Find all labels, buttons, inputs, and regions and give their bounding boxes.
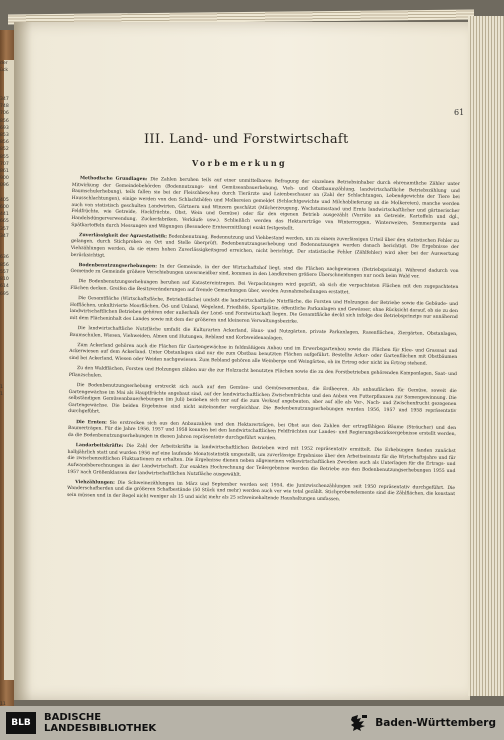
previous-page-margin-entry: 1 — [0, 385, 3, 391]
page-number: 61 — [454, 108, 465, 117]
state-branding[interactable] — [349, 713, 496, 733]
previous-page-margin-entry — [0, 593, 14, 600]
previous-page-margin-entry: 614 — [0, 284, 9, 290]
paragraph-text: Die Zahlen beruhen teils auf einer unmittelbaren Befragung der einzelnen Betriebsinhaber durch ehrenamtliche Zähler unter Mitwirkung der Gemeindebehörden (Bodennutzungs- und Gemüseanbauerhebung, Vieh- und Obstbaumzählung, landwirtschaftliche Betriebszählung und Baumschulerhebung), teils fallen sie bei der Fleischbeschau durch Tierärzte und Laienbeschauer an (Zahl der Schlachtungen, Lebendgewichte der Tiere bei Hausschlachtungen), einige werden von den Schlachthöfen und Molkereien gemeldet (Schlachtgewichte und Milchablieferung an die Molkereien), manche werden auch von statistisch geschulten Landwirten, Gärtnern und Winzern geschätzt (Milcherzeugung, Wachstumsstand und Ernte landwirtschaftlicher und gärtnerischer Feldfrüchte, wie Getreide, Hackfrüchte, Obst, Wein und Gemüse) oder für den eigenen Betrieb ausgezählt (Vorräte an Getreide, Kartoffeln und dgl., Handelsdüngerverwendung, Zuckerfabriken, Verkäufe usw.). Schließlich werden das Hektarerträge von Winterroggen, Winterweizen, Sommergerste und Spätkartoffeln durch Messungen und Wägungen (Besondere Ernteermittlung) exakt festgestellt. — [71, 177, 460, 232]
previous-page-margin-entry — [0, 74, 14, 81]
previous-page-margin-entry: 347 — [0, 97, 9, 103]
previous-page-margin-entry — [0, 420, 14, 427]
paragraph — [68, 419, 456, 445]
section-title: Vorbemerkung — [192, 158, 288, 168]
paragraph-text: Die Gesamtfläche (Wirtschaftsfläche, Betriebsfläche) umfaßt die landwirtschaftliche Nutzfläche, die Forsten und Holzungen der Betriebe sowie die Gebäude- und Hofflächen, unkultivierte Moorflächen, Öd- und Unland, Wegeland, Friedhöfe, Sportplätze, öffentliche Parkanlagen und Gewässer, ohne Rücksicht darauf, ob sie zu den landwirtschaftlichen Betrieben gehören oder außerhalb der Land- und Forstwirtschaft liegen. Die Gesamtfläche deckt sich infolge des Betriebsprinzips nur annähernd mit dem Flächeninhalt des Landes sowie mit dem der größeren und kleineren Verwaltungsbezirke. — [69, 296, 459, 325]
previous-page-margin-entry: 695 — [0, 291, 9, 297]
previous-page-margin-entry: 900 — [0, 176, 9, 182]
previous-page-margin-entry — [0, 456, 14, 463]
previous-page-margin-entry — [0, 600, 14, 607]
book-page — [14, 22, 470, 700]
previous-page-margin-entry — [0, 355, 14, 362]
previous-page-margin-entry — [0, 492, 14, 499]
previous-page-margin-entry — [0, 643, 14, 650]
previous-page-margin-entry — [0, 521, 14, 528]
previous-page-margin-entry: 600 — [0, 205, 9, 211]
paragraph — [67, 480, 455, 506]
previous-page-margin-entry: 853 — [0, 133, 9, 139]
previous-page-margin-entry — [0, 507, 14, 514]
paragraph-text: Zu den Waldflächen, Forsten und Holzungen zählen nur die zur Holzzucht benutzten Flächen sowie die zu den Forstbetrieben gehörenden Kampanlagen, Saat- und Pflanzschulen. — [68, 366, 457, 379]
previous-page-margin-entry — [0, 427, 14, 434]
previous-page-margin-entry — [0, 672, 14, 679]
paragraph — [67, 443, 455, 482]
previous-page-margin-entry — [0, 82, 14, 89]
paragraph-text: Die Zahl der Arbeitskräfte in landwirtschaftlichen Betrieben wird mit 1952 repräsentativ ermittelt. Die Erhebungen fanden zunächst halbjährlich statt und wurden 1956 auf eine laufende Monatsstatistik umgestellt, um zuverlässige Ergebnisse über den Arbeitseinsatz für die Wirtschaftsjahre und für die zwischenzeitlichen Fluktuationen zu erhalten. Die Ergebnisse dienen neben allgemeinen volkswirtschaftlichen Zwecken auch als Unterlagen für die Ertrags- und Aufwandsberechnungen in der Landwirtschaft. Zur exakten Hochrechnung der Teilergebnisse werden die Betriebe aus den Bodenbenutzungserhebungen 1955 und 1957 nach Größenklassen der landwirtschaftlichen Nutzfläche ausgewählt. — [67, 443, 456, 478]
previous-page-margin-entry — [0, 305, 14, 312]
previous-page-margin-entry — [0, 341, 14, 348]
paragraph — [70, 279, 458, 298]
previous-page-margin-entry — [0, 319, 14, 326]
previous-page-margin-entry — [0, 377, 14, 384]
paragraph — [70, 296, 458, 329]
previous-page-margin-entry — [0, 478, 14, 485]
previous-page-margin-entry: 706 — [0, 111, 9, 117]
paragraph-text: Zum Ackerland gehören auch die Flächen für Gartengewächse in feldmäßigem Anbau und im Erwerbsgartenbau sowie die Flächen für Klee- und Grassaat und Ackerwiesen auf dem Ackerland. Unter Obstanlagen sind nur die zum Obstbau benutzten Flächen aufgeführt. Bestellte Acker- oder Gartenflächen mit Obstbäumen sind bei Ackerland, Wiesen oder Weiden nachgewiesen. Zum Rebland gehören alle Weinberge und Weingärten, ob im Ertrag oder nicht im Ertrag stehend. — [69, 342, 458, 367]
previous-page-margin-numbers — [0, 60, 14, 706]
paragraph-text: Die landwirtschaftliche Nutzfläche umfaßt die Kulturarten Ackerland, Haus- und Nutzgärten, private Parkanlagen, Rasenflächen, Ziergärten, Obstanlagen, Baumschulen, Wiesen, Viehweiden, Almen und Hutungen, Rebland und Korbweidenanlagen. — [69, 326, 458, 342]
previous-page-margin-entry — [0, 442, 14, 449]
previous-page-margin-entry — [0, 449, 14, 456]
previous-page-margin-entry — [0, 629, 14, 636]
library-name-line2: LANDESBIBLIOTHEK — [44, 723, 157, 734]
previous-page-margin-entry: 861 — [0, 169, 9, 175]
previous-page-margin-entry: 441 — [0, 212, 9, 218]
previous-page-margin-entry — [0, 363, 14, 370]
previous-page-margin-entry — [0, 679, 14, 686]
previous-page-margin-entry — [0, 535, 14, 542]
previous-page-margin-entry: 636 — [0, 255, 9, 261]
page-edges-right — [468, 16, 504, 696]
previous-page-margin-entry — [0, 579, 14, 586]
previous-page-margin-entry — [0, 190, 14, 197]
paragraph-lead: Viehzählungen: — [75, 479, 115, 486]
previous-page-margin-entry — [0, 463, 14, 470]
previous-page-margin-entry — [0, 543, 14, 550]
previous-page-margin-entry — [0, 370, 14, 377]
previous-page-margin-entry — [0, 665, 14, 672]
blb-logo-icon[interactable]: BLB — [6, 712, 36, 734]
previous-page-margin-entry — [0, 348, 14, 355]
paragraph-text: In der Gemeinde, in der der Wirtschaftshof liegt, sind die Flächen nachgewiesen (Betriebsprinzip). Während dadurch von Gemeinde zu Gemeinde größere Verschiebungen unvermeidbar sind, kommen in den Landkreisen größere Überschneidungen nur noch beim Wald vor. — [70, 264, 459, 280]
previous-page-margin-entry: 856 — [0, 118, 9, 124]
paragraph — [71, 233, 459, 266]
paragraph — [69, 343, 457, 369]
previous-page-margin-entry: 1 — [0, 392, 3, 398]
previous-page-margin-entry: 856 — [0, 140, 9, 146]
previous-page-margin-entry: 810 — [0, 277, 9, 283]
state-name: Baden-Württemberg — [375, 717, 496, 729]
paragraph-lead: Landarbeitskräfte: — [75, 442, 124, 449]
paragraph-text: Sie erstrecken sich aus den Anbauzahlen und den Hektarerträgen, bei Obst aus den Zahlen der ertragfähigen Bäume (Sträucher) und den Baumerträgen. Für die Jahre 1956, 1957 und 1958 konnten bei den landwirtschaftlichen Feldfrüchten nur Landes- und Regierungsbezirksergebnisse erstellt werden, da die Bodenbenutzungserhebungen in diesen Jahren repräsentativ durchgeführt wurden. — [67, 420, 457, 442]
previous-page-margin-entry — [0, 435, 14, 442]
previous-page-margin-entry: 748 — [0, 104, 9, 110]
paragraph — [71, 176, 460, 235]
chapter-title: III. Land- und Forstwirtschaft — [144, 132, 349, 147]
previous-page-margin-entry: der — [0, 61, 8, 66]
paragraph-text: Bodenbenutzung, Bodennutzung und Viehbestand werden, um zu einem zuverlässigen Urteil über den statistischen Fehler zu gelangen, durch Stichproben an Ort und Stelle überprüft. Bodenbenutzungserhebung und Bodennutzungen werden danach berichtigt. Die Ergebnisse der Viehzählungen werden, da sie einen hohen Zuverlässigkeitsgrad erreichen, nicht berichtigt. Der statistische Fehler (Zählfehler) wird aber bei der Auswertung berücksichtigt. — [70, 234, 460, 259]
paragraph — [68, 383, 456, 422]
previous-page-margin-entry — [0, 528, 14, 535]
previous-page-margin-entry — [0, 557, 14, 564]
previous-page-margin-entry — [0, 550, 14, 557]
paragraph-text: Die Schweinezählungen im März und September werden seit 1954, die Junizwischenzählungen seit 1950 repräsentativ durchgeführt. Die Wanderschafherden und die größeren Schafbestände (50 Stück und mehr) werden auch vor wie total gezählt. Stichprobenelemente sind die Zählflächen, die konstant sein müssen und in der Regel nicht weniger als 15 und nicht mehr als 25 schweinehaltende Haushaltungen umfassen. — [66, 480, 456, 503]
paragraph-lead: Bodenbenutzungserhebungen: — [78, 262, 157, 270]
baden-wuerttemberg-crest-icon — [349, 713, 369, 733]
paragraph-text: Die Bodenbenutzungserhebung erstreckt sich auch auf den Gemüse- und Gemüsesamenbau, die Erdbeeren. Als anbauflächen für Gemüse, soweit die Gartengewächse im Mai als Hauptfrüchte angebaut sind, auf der landwirtschaftlichen Zwischenfrüchte und den Anbau von Futterpflanzen zur Samengewinnung. Die selbständigen Gemüseanbauerhebungen (im Juli) beziehen sich nur auf die zum Verkauf angebauten, aber auf alle als Vor-, Nach- und Zwischenfrucht gezogenen Gartengewächse. Die beiden Ergebnisse sind nicht miteinander vergleichbar. Die Bodenbenutzungserhebungen wurden 1956, 1957 und 1958 repräsentativ durchgeführt. — [68, 382, 457, 415]
previous-page-margin-entry — [0, 247, 14, 254]
previous-page-margin-entry: 693 — [0, 125, 9, 131]
previous-page-margin-entry — [0, 327, 14, 334]
body-text — [67, 176, 460, 509]
previous-page-margin-entry — [0, 312, 14, 319]
previous-page-margin-entry: 347 — [0, 233, 9, 239]
previous-page-margin-entry — [0, 622, 14, 629]
library-name[interactable] — [44, 712, 156, 734]
previous-page-margin-entry: 096 — [0, 183, 9, 189]
previous-page-margin-entry: 11 — [0, 702, 6, 706]
previous-page-margin-entry — [0, 514, 14, 521]
viewer-footer — [0, 706, 504, 740]
paragraph — [69, 326, 457, 345]
previous-page-margin-entry: 665 — [0, 219, 9, 225]
previous-page-margin-entry — [0, 485, 14, 492]
previous-page-margin-entry: 856 — [0, 262, 9, 268]
previous-page-margin-entry — [0, 406, 14, 413]
previous-page-margin-entry — [0, 89, 14, 96]
previous-page-margin-entry — [0, 499, 14, 506]
previous-page-margin-entry: 852 — [0, 147, 9, 153]
previous-page-margin-entry — [0, 586, 14, 593]
previous-page-margin-entry — [0, 687, 14, 694]
paragraph — [69, 366, 457, 385]
previous-page-margin-entry — [0, 413, 14, 420]
previous-page-margin-entry — [0, 607, 14, 614]
previous-page-margin-entry — [0, 651, 14, 658]
previous-page-margin-entry: ück — [0, 68, 9, 74]
paragraph-lead: Zuverlässigkeit der Agrarstatistik: — [79, 232, 167, 240]
previous-page-margin-entry — [0, 636, 14, 643]
previous-page-margin-entry — [0, 471, 14, 478]
previous-page-margin-entry — [0, 298, 14, 305]
previous-page-margin-entry: 855 — [0, 154, 9, 160]
previous-page-margin-entry: 557 — [0, 269, 9, 275]
previous-page-margin-entry — [0, 615, 14, 622]
previous-page-margin-entry — [0, 658, 14, 665]
previous-page-margin-entry — [0, 240, 14, 247]
previous-page-margin-entry: 707 — [0, 161, 9, 167]
paragraph-lead: Die Ernten: — [76, 419, 107, 426]
previous-page-margin-entry: 405 — [0, 197, 9, 203]
previous-page-margin-entry — [0, 571, 14, 578]
paragraph-lead: Methodische Grundlagen: — [79, 176, 148, 183]
previous-page-margin-entry: 357 — [0, 226, 9, 232]
paragraph-text: Die Bodenbenutzungserhebungen beruhen auf Katastereintragen. Bei Verpachtungen wird gepräft, ob sich die verpachteten Flächen mit den zugepachteten Flächen decken. Greifen die Besitzveränderungen auf fremde Gemarkungen über, werden Ausnahmeheilungen erstattet. — [70, 279, 459, 296]
previous-page-margin-entry — [0, 334, 14, 341]
previous-page-margin-entry — [0, 399, 14, 406]
previous-page-margin-entry — [0, 564, 14, 571]
previous-page-margin-entry — [0, 694, 14, 701]
library-name-line1: BADISCHE — [44, 712, 102, 723]
